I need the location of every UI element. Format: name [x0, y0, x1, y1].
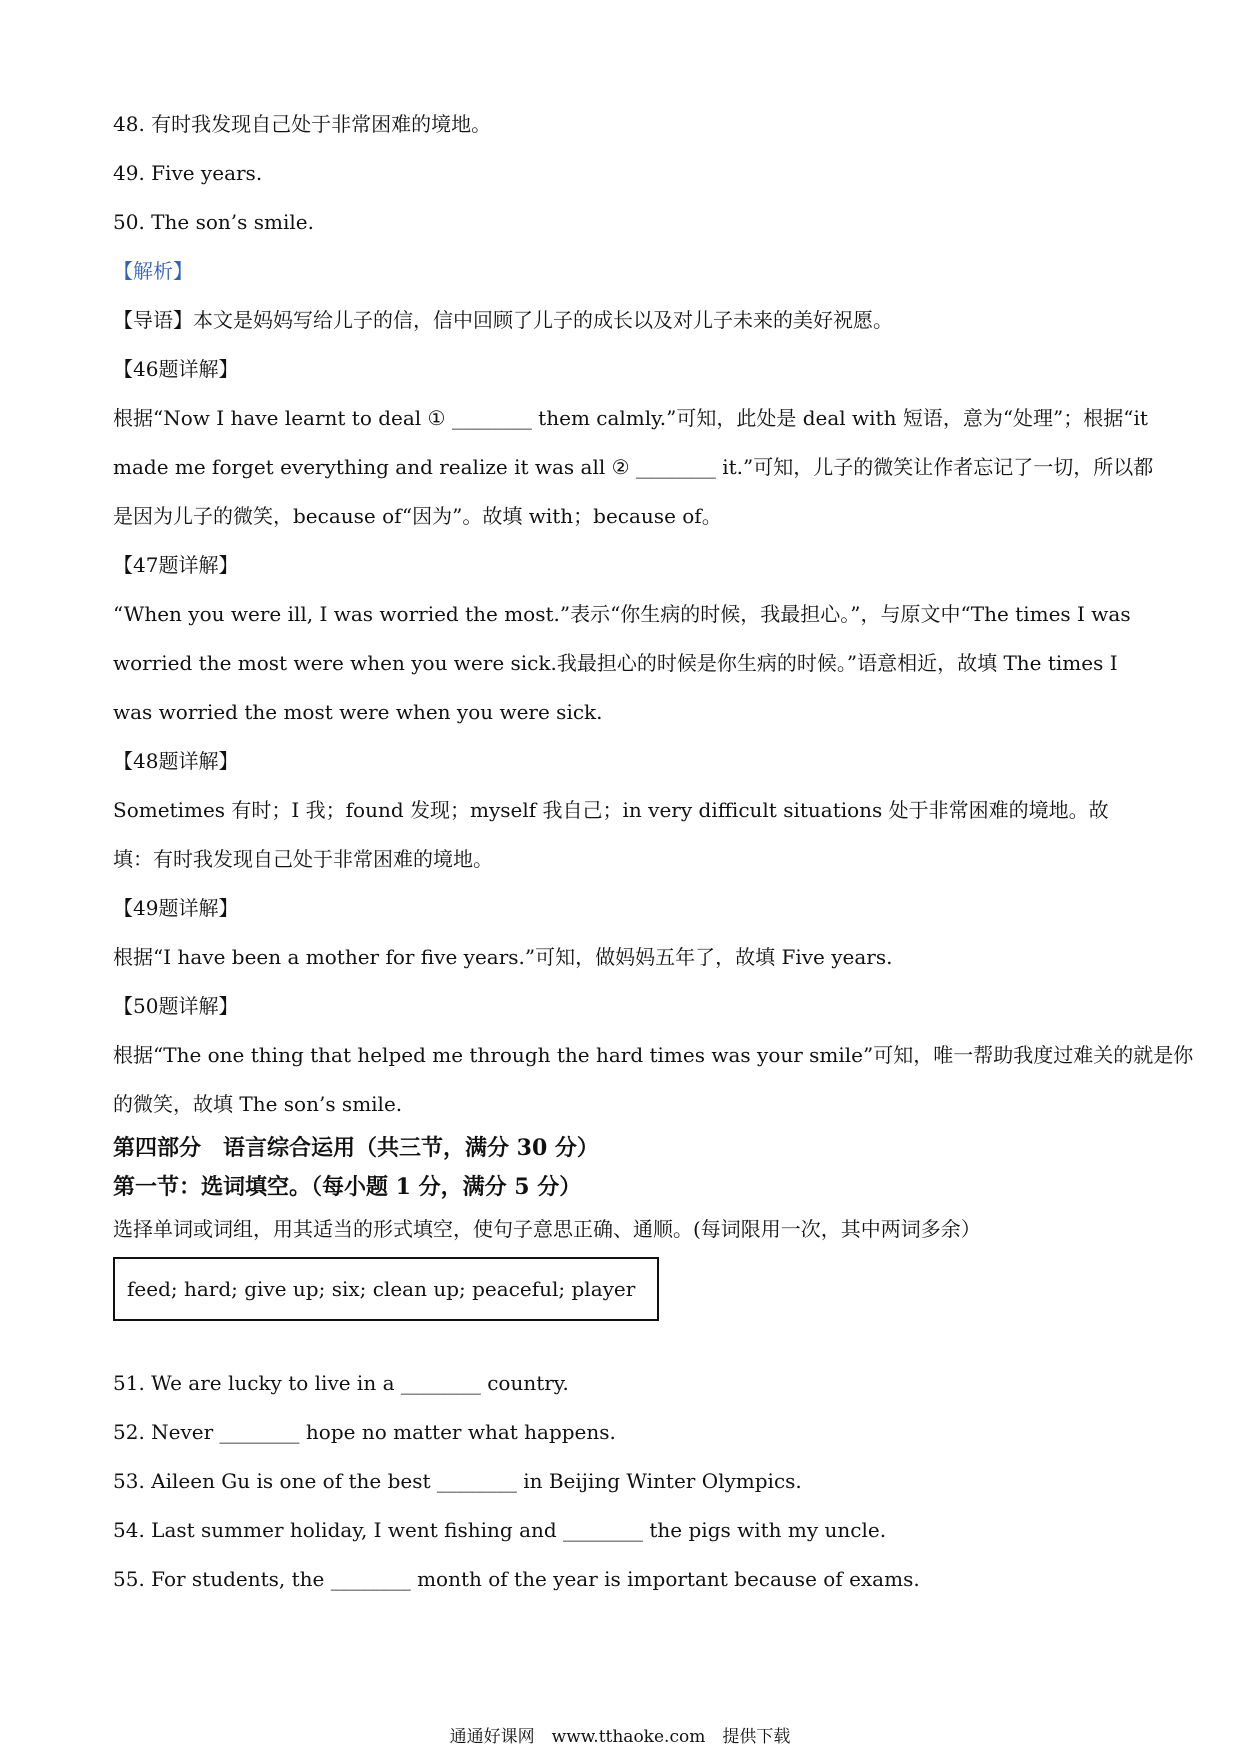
- question-52: 52. Never ________ hope no matter what happens.: [113, 1420, 616, 1444]
- detail-title: 【47题详解】: [113, 553, 239, 577]
- word-bank-box: feed; hard; give up; six; clean up; peaceful; player: [113, 1257, 659, 1321]
- analysis-label: 【解析】: [113, 259, 193, 283]
- question-54: 54. Last summer holiday, I went fishing and ________ the pigs with my uncle.: [113, 1518, 887, 1542]
- detail-title: 【50题详解】: [113, 994, 239, 1018]
- section-four: [113, 1129, 1133, 1604]
- question-51: 51. We are lucky to live in a ________ country.: [113, 1371, 569, 1395]
- question-55: 55. For students, the ________ month of the year is important because of exams.: [113, 1567, 920, 1591]
- answer-50: 50. The son’s smile.: [113, 210, 314, 234]
- answer-48: 48. 有时我发现自己处于非常困难的境地。: [113, 112, 492, 136]
- detail-49: [113, 884, 1133, 982]
- detail-title: 【49题详解】: [113, 896, 239, 920]
- detail-line: 根据“The one thing that helped me through the hard times was your smile”可知，唯一帮助我度过难关的就是你: [113, 1043, 1194, 1067]
- detail-line: 根据“Now I have learnt to deal ① ________ them calmly.”可知，此处是 deal with 短语，意为“处理”；根据“it: [113, 406, 1148, 430]
- detail-line: 根据“I have been a mother for five years.”可知，做妈妈五年了，故填 Five years.: [113, 945, 893, 969]
- detail-line: was worried the most were when you were sick.: [113, 700, 603, 724]
- question-53: 53. Aileen Gu is one of the best ________ in Beijing Winter Olympics.: [113, 1469, 802, 1493]
- detail-line: “When you were ill, I was worried the most.”表示“你生病的时候，我最担心。”，与原文中“The times I was: [113, 602, 1131, 626]
- detail-line: Sometimes 有时；I 我；found 发现；myself 我自己；in very difficult situations 处于非常困难的境地。故: [113, 798, 1109, 822]
- detail-50: [113, 982, 1194, 1129]
- answer-49: 49. Five years.: [113, 161, 263, 185]
- part-title: 第四部分 语言综合运用（共三节，满分 30 分）: [113, 1135, 599, 1161]
- detail-title: 【48题详解】: [113, 749, 239, 773]
- detail-47: [113, 541, 1133, 737]
- footer-watermark: 通通好课网 www.tthaoke.com 提供下载: [449, 1727, 791, 1747]
- detail-title: 【46题详解】: [113, 357, 239, 381]
- document-page: [113, 100, 1194, 1604]
- detail-46: [113, 345, 1154, 541]
- detail-line: made me forget everything and realize it was all ② ________ it.”可知，儿子的微笑让作者忘记了一切，所以都: [113, 455, 1154, 479]
- section-title: 第一节：选词填空。（每小题 1 分，满分 5 分）: [113, 1174, 582, 1200]
- introduction: 【导语】本文是妈妈写给儿子的信，信中回顾了儿子的成长以及对儿子未来的美好祝愿。: [113, 308, 893, 332]
- detail-48: [113, 737, 1133, 884]
- answer-list: [113, 100, 1133, 247]
- detail-line: 是因为儿子的微笑，because of“因为”。故填 with；because of。: [113, 504, 722, 528]
- detail-line: 的微笑，故填 The son’s smile.: [113, 1092, 403, 1116]
- detail-line: worried the most were when you were sick.我最担心的时候是你生病的时候。”语意相近，故填 The times I: [113, 651, 1118, 675]
- instruction: 选择单词或词组，用其适当的形式填空，使句子意思正确、通顺。(每词限用一次，其中两词多余）: [113, 1217, 981, 1241]
- question-list: [113, 1359, 1133, 1604]
- detail-line: 填：有时我发现自己处于非常困难的境地。: [113, 847, 493, 871]
